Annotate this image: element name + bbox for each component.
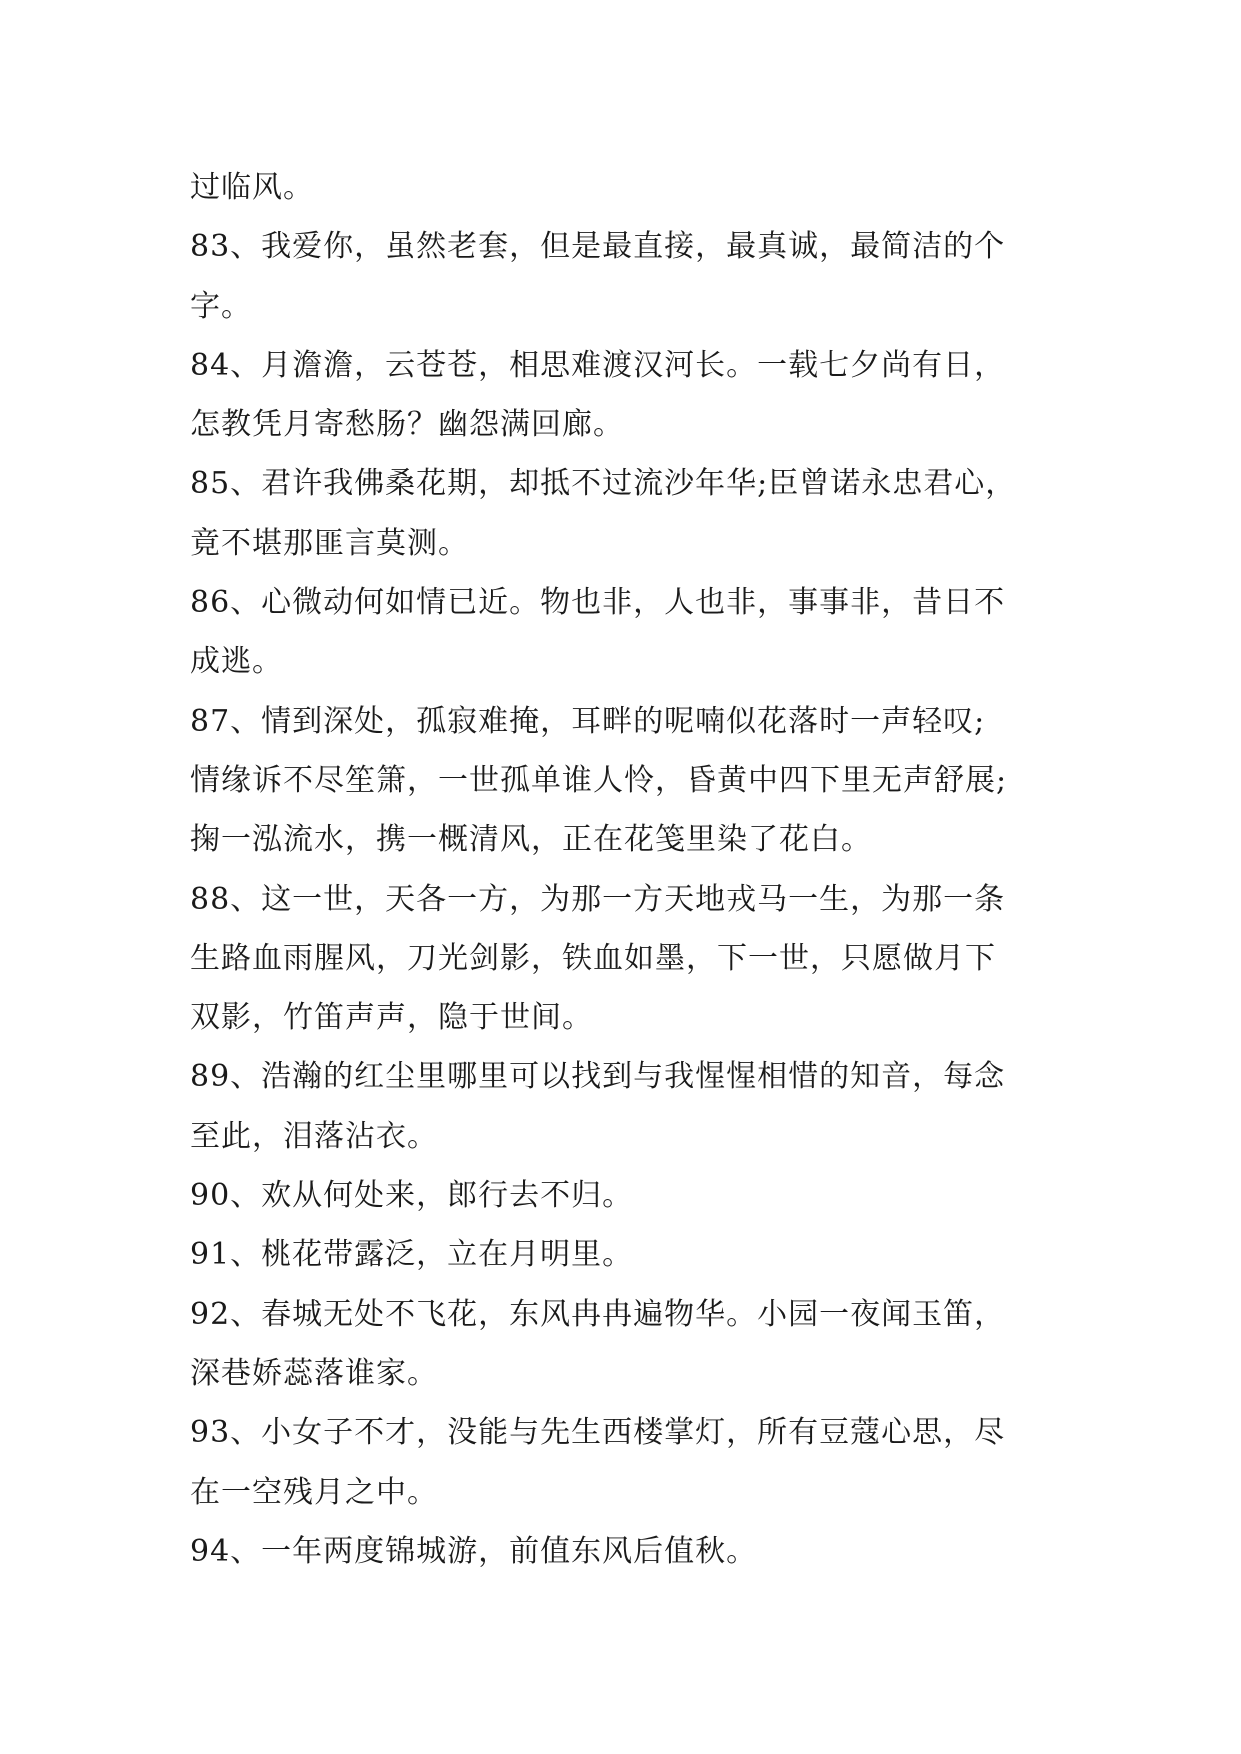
text-line: 过临风。 [190, 170, 314, 205]
text-line: 91、桃花带露泛，立在月明里。 [190, 1237, 634, 1273]
text-line: 83、我爱你，虽然老套，但是最直接，最真诚，最简洁的个 [190, 229, 1006, 265]
text-line: 88、这一世，天各一方，为那一方天地戎马一生，为那一条 [190, 881, 1006, 917]
document-body [190, 158, 1070, 1581]
text-line: 89、浩瀚的红尘里哪里可以找到与我惺惺相惜的知音，每念 [190, 1059, 1006, 1095]
text-line: 双影，竹笛声声，隐于世间。 [190, 1000, 593, 1036]
text-line: 87、情到深处，孤寂难掩，耳畔的呢喃似花落时一声轻叹; [190, 703, 986, 739]
text-line: 90、欢从何处来，郎行去不归。 [190, 1178, 634, 1214]
text-line: 掬一泓流水，携一概清风，正在花笺里染了花白。 [190, 822, 872, 858]
text-line: 85、君许我佛桑花期，却抵不过流沙年华;臣曾诺永忠君心， [190, 466, 1017, 502]
text-line: 至此，泪落沾衣。 [190, 1118, 438, 1154]
text-line: 86、心微动何如情已近。物也非，人也非，事事非，昔日不 [190, 585, 1006, 621]
text-line: 字。 [190, 288, 252, 324]
text-line: 94、一年两度锦城游，前值东风后值秋。 [190, 1533, 758, 1569]
text-line: 84、月澹澹，云苍苍，相思难渡汉河长。一载七夕尚有日， [190, 347, 1006, 383]
text-line: 竟不堪那匪言莫测。 [190, 525, 469, 561]
text-line: 深巷娇蕊落谁家。 [190, 1355, 438, 1391]
text-line: 93、小女子不才，没能与先生西楼掌灯，所有豆蔻心思，尽 [190, 1415, 1006, 1451]
text-line: 92、春城无处不飞花，东风冉冉遍物华。小园一夜闻玉笛， [190, 1296, 1006, 1332]
text-line: 情缘诉不尽笙箫，一世孤单谁人怜，昏黄中四下里无声舒展; [190, 762, 1008, 798]
text-line: 在一空残月之中。 [190, 1474, 438, 1510]
text-line: 成逃。 [190, 644, 283, 680]
text-line: 怎教凭月寄愁肠？幽怨满回廊。 [190, 407, 624, 443]
text-line: 生路血雨腥风，刀光剑影，铁血如墨，下一世，只愿做月下 [190, 940, 996, 976]
